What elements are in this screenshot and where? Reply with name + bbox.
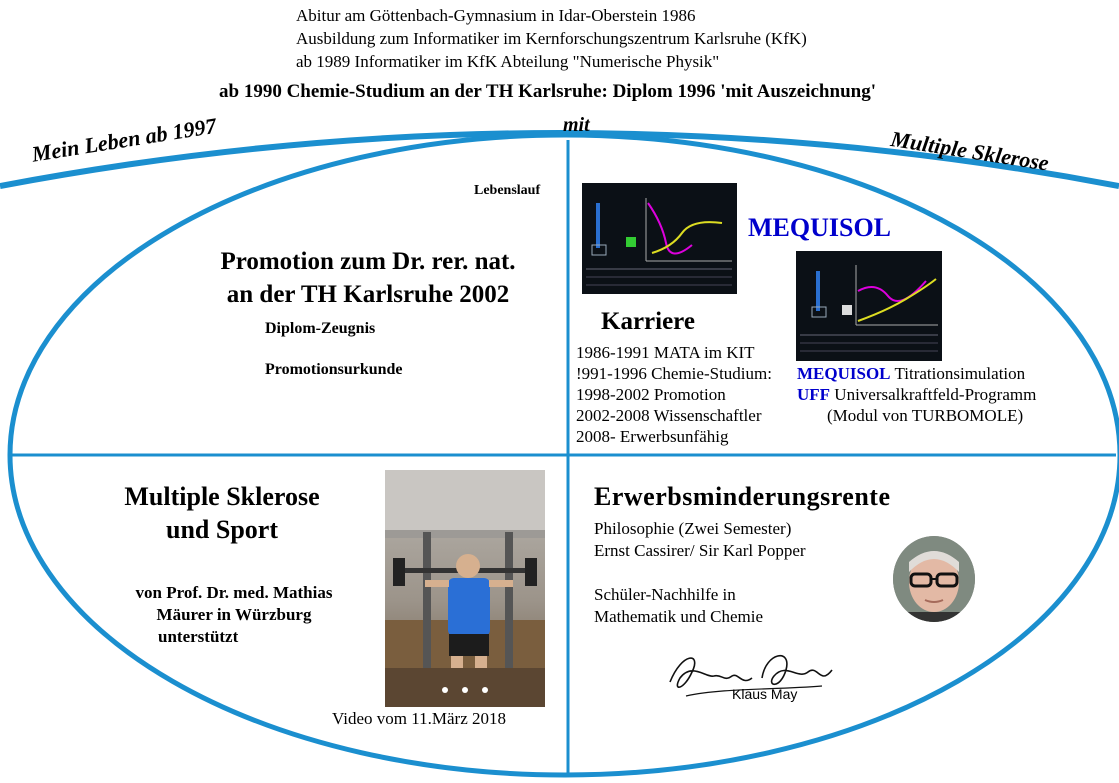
career-item: 2002-2008 Wissenschaftler: [576, 406, 762, 425]
header-chemie-studium: ab 1990 Chemie-Studium an der TH Karlsruhe: Diplom 1996 'mit Auszeichnung': [219, 81, 876, 102]
promotion-title-line2: an der TH Karlsruhe 2002: [226, 281, 510, 308]
activity-subjects: Mathematik und Chemie: [594, 607, 764, 626]
activity-philosophers: Ernst Cassirer/ Sir Karl Popper: [594, 541, 806, 560]
ms-support-line1: von Prof. Dr. med. Mathias: [135, 583, 333, 602]
titration-graph-icon-2: [796, 251, 942, 361]
spacer: [594, 562, 806, 584]
programs-list: [797, 363, 1036, 426]
avatar: [893, 536, 975, 622]
uff-subtitle: (Modul von TURBOMOLE): [827, 406, 1024, 425]
signature: [662, 642, 842, 710]
ms-support-line3: unterstützt: [158, 627, 239, 646]
career-item: !991-1996 Chemie-Studium:: [576, 364, 772, 383]
arc-label-right: Multiple Sklerose: [889, 126, 1051, 176]
arc-label-center: mit: [563, 114, 590, 136]
erwerb-activities: [594, 518, 806, 628]
portrait-photo: [893, 536, 975, 622]
signature-name: Klaus May: [732, 686, 798, 702]
career-item: 2008- Erwerbsunfähig: [576, 427, 729, 446]
career-item: 1986-1991 MATA im KIT: [576, 343, 755, 362]
mequisol-desc: Titrationsimulation: [890, 364, 1026, 383]
uff-link[interactable]: UFF: [797, 385, 831, 404]
promotion-title-line1: Promotion zum Dr. rer. nat.: [220, 248, 516, 275]
promotionsurkunde-link[interactable]: Promotionsurkunde: [265, 361, 403, 378]
erwerbsminderungsrente-title: Erwerbsminderungsrente: [594, 482, 891, 511]
ms-sport-title-line2: und Sport: [166, 515, 278, 544]
header-ausbildung: Ausbildung zum Informatiker im Kernforschungszentrum Karlsruhe (KfK): [296, 29, 807, 48]
uff-desc: Universalkraftfeld-Programm: [830, 385, 1037, 404]
mequisol-title-link[interactable]: MEQUISOL: [748, 213, 892, 242]
diplom-zeugnis-link[interactable]: Diplom-Zeugnis: [265, 320, 376, 337]
activity-nachhilfe: Schüler-Nachhilfe in: [594, 585, 736, 604]
titration-graph-icon: [582, 183, 737, 294]
gym-workout-image: [385, 470, 545, 707]
header-informatiker: ab 1989 Informatiker im KfK Abteilung "Numerische Physik": [296, 52, 720, 71]
ms-sport-title-line1: Multiple Sklerose: [124, 482, 320, 511]
mequisol-screenshot-2[interactable]: [796, 251, 942, 361]
sport-video-thumbnail[interactable]: [385, 470, 545, 707]
career-item: 1998-2002 Promotion: [576, 385, 726, 404]
mequisol-link[interactable]: MEQUISOL: [797, 364, 891, 383]
lebenslauf-link[interactable]: Lebenslauf: [474, 183, 541, 198]
ms-support-line2: Mäurer in Würzburg: [156, 605, 312, 624]
activity-philosophie: Philosophie (Zwei Semester): [594, 519, 792, 538]
promotion-title: [172, 245, 564, 311]
header-abitur: Abitur am Göttenbach-Gymnasium in Idar-Oberstein 1986: [296, 6, 696, 25]
mequisol-screenshot-1[interactable]: [582, 183, 737, 294]
ms-support-text: [100, 582, 368, 648]
arc-label-left: Mein Leben ab 1997: [30, 112, 219, 167]
ms-sport-title: [72, 480, 372, 546]
video-caption: Video vom 11.März 2018: [332, 709, 506, 728]
program-uff: [797, 384, 1036, 405]
program-mequisol: [797, 363, 1036, 384]
karriere-heading: Karriere: [601, 308, 695, 335]
career-list: [576, 342, 772, 447]
